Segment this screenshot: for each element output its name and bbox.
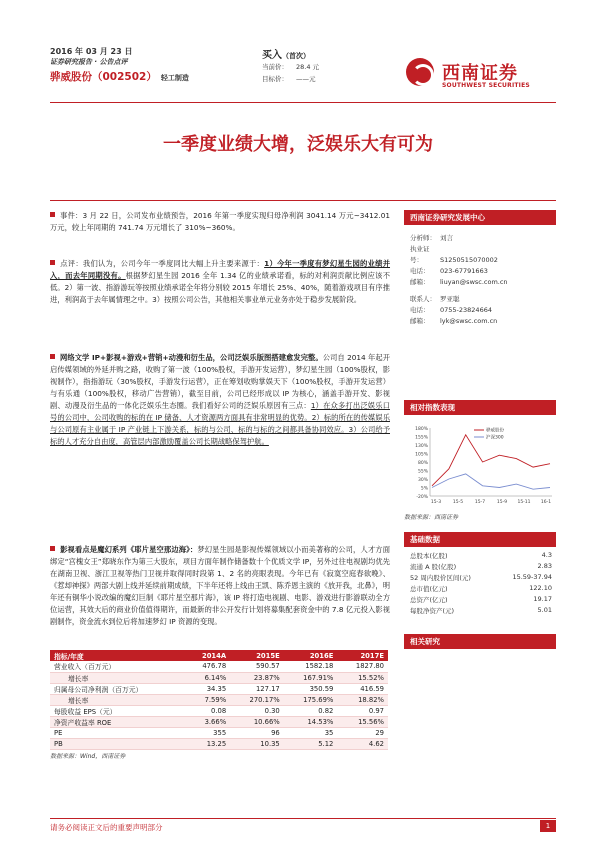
table-cell: 13.25 (185, 738, 230, 749)
table-cell: 0.30 (230, 705, 284, 716)
table-cell: 590.57 (230, 661, 284, 672)
y-tick-label: 130% (415, 444, 428, 449)
company-name (50, 69, 189, 84)
team-header: 西南证券研究发展中心 (404, 210, 556, 225)
table-cell: 15.56% (337, 716, 388, 727)
y-tick-label: 105% (415, 452, 428, 458)
table-source: 数据来源：Wind，西南证券 (50, 753, 126, 760)
basic-data-row (404, 595, 556, 605)
basic-data-label: 总资产(亿元) (410, 596, 448, 604)
title-divider (50, 200, 556, 201)
target-label: 目标价： (262, 75, 288, 83)
table-cell: 35 (284, 727, 338, 738)
contact-phone-value: 0755-23824664 (440, 306, 492, 314)
bullet-icon (50, 546, 55, 551)
table-cell: 18.82% (337, 694, 388, 705)
y-tick-label: 30% (417, 478, 428, 483)
series-line (432, 474, 550, 489)
table-row (50, 672, 388, 683)
bullet-icon (50, 212, 55, 217)
rating (262, 46, 310, 61)
report-date: 2016 年 03 月 23 日 (50, 47, 133, 56)
email-label: 邮箱： (410, 278, 430, 286)
price-value: 28.4 元 (296, 63, 320, 71)
target-price (262, 74, 316, 83)
logo-mark-icon (406, 58, 434, 86)
x-tick-label: 15-7 (474, 500, 486, 505)
table-cell: 7.59% (185, 694, 230, 705)
table-cell: 476.78 (185, 661, 230, 672)
y-tick-label: 80% (417, 461, 428, 466)
table-cell: 增长率 (50, 672, 185, 683)
table-cell: 4.62 (337, 738, 388, 749)
table-cell: 15.52% (337, 672, 388, 683)
page-number: 1 (540, 820, 556, 832)
basic-data-label: 流通 A 股(亿股) (410, 563, 457, 571)
email-link[interactable]: liuyan@swsc.com.cn (440, 278, 508, 286)
basic-data-row (404, 551, 556, 561)
table-header-row (50, 650, 388, 661)
table-cell: 净资产收益率 ROE (50, 716, 185, 727)
basic-data-value: 19.17 (533, 595, 552, 603)
analyst-row (410, 233, 508, 244)
table-cell: 10.66% (230, 716, 284, 727)
license-row (410, 244, 508, 266)
analyst-name: 刘言 (440, 234, 453, 242)
company-logo (406, 58, 556, 98)
table-cell: 1827.80 (337, 661, 388, 672)
comment-highlight: 1）今年一季度有梦幻星生园的业绩并入，而去年同期没有。 (50, 259, 391, 280)
footer-divider (50, 818, 556, 819)
logo-text-cn: 西南证券 (442, 63, 518, 84)
ip-heading: 网络文学 IP+影视+游戏+营销+动漫和衍生品，公司泛娱乐版图搭建愈发完整。 (60, 353, 323, 362)
basic-data-label: 52 周内股价区间(元) (410, 574, 471, 582)
contact-name: 罗亚聪 (440, 295, 460, 303)
table-row (50, 716, 388, 727)
contact-email-link[interactable]: lyk@swsc.com.cn (440, 317, 498, 325)
contact-phone-label: 电话： (410, 306, 430, 314)
y-tick-label: 155% (415, 435, 428, 441)
table-cell: 营业收入（百万元） (50, 661, 185, 672)
sector-label: 轻工制造 (160, 74, 189, 82)
table-cell: 270.17% (230, 694, 284, 705)
x-tick-label: 16-1 (540, 500, 552, 505)
basic-data-label: 总股本(亿股) (410, 552, 448, 560)
basic-data-header: 基础数据 (404, 532, 556, 547)
legend-label: 沪深300 (486, 435, 504, 441)
bullet-icon (50, 354, 55, 359)
basic-data-row (404, 606, 556, 616)
contact-email-row[interactable] (410, 316, 508, 327)
basic-data-value: 15.59-37.94 (512, 573, 552, 581)
basic-data-value: 5.01 (537, 606, 552, 614)
y-tick-label: 180% (415, 427, 428, 432)
table-header-cell: 2017E (337, 650, 388, 661)
table-cell: 0.08 (185, 705, 230, 716)
table-cell: 5.12 (284, 738, 338, 749)
table-cell: 10.35 (230, 738, 284, 749)
rating-note: （首次） (282, 52, 310, 60)
contact-label: 联系人： (410, 295, 436, 303)
x-tick-label: 15-5 (452, 500, 464, 505)
ip-reasons: 1）在众多打出泛娱乐口号的公司中，公司收购的标的在 IP 储备、人才资源两方面具有非常明显的优势。2）标的所在的传媒娱乐与公司原有主业属于 IP 产业链上下游关系，标的与公司、标的与标的之间都具备协同效应。3）公司给予标的人才充分自由度，高管层内部激励覆盖公司长期战略保驾护航。 (50, 401, 390, 446)
target-value: ——元 (296, 75, 316, 83)
y-tick-label: 5% (420, 486, 428, 492)
x-tick-label: 15-11 (517, 500, 531, 505)
table-cell: 3.66% (185, 716, 230, 727)
table-cell: 416.59 (337, 683, 388, 694)
contact-email-label: 邮箱： (410, 317, 430, 325)
film-paragraph (50, 544, 390, 628)
comment-text: 根据梦幻星生园 2016 全年 1.34 亿的业绩承诺看，标的对利润贡献比例应该不低。2）第一波、指游游玩等按照业绩承诺全年将分别较 2015 年增长 25%、40%，随着游戏项目有序推进，利润高于去年属情理之中。3）按照公司公告，其他相关事业单元业务亦处于稳步发展阶段。 (50, 271, 391, 304)
report-title: 一季度业绩大增，泛娱乐大有可为 (163, 134, 433, 155)
related-research-header: 相关研究 (404, 634, 556, 649)
y-tick-label: 55% (417, 469, 428, 475)
table-cell: 127.17 (230, 683, 284, 694)
table-header-cell: 2015E (230, 650, 284, 661)
license-label: 执业证号： (410, 245, 430, 264)
ip-paragraph (50, 352, 390, 448)
ip-text: 公司自 2014 年起开启传媒领域的外延并购之路，收购了第一波（100%股权，手游开发运营），梦幻星生园（100%股权，影视制作），指指游玩（30%股权，手游发行运营），正在筹划收购掌娱天下（100%股权，手游开发运营）与有乐通（100%股权，移动广告营销），截至目前，公司已经形成以 IP 为核心，涵盖手游开发、影视剧、动漫及衍生品的一体化泛娱乐生态圈。我们看好公司的泛娱乐原因有三点： (50, 353, 390, 410)
basic-data-value: 4.3 (541, 551, 552, 559)
analyst-label: 分析师： (410, 234, 436, 242)
footer-disclaimer: 请务必阅读正文后的重要声明部分 (50, 823, 163, 832)
basic-data-label: 总市值(亿元) (410, 585, 448, 593)
table-cell: 29 (337, 727, 388, 738)
table-row (50, 705, 388, 716)
event-text: 事件：3 月 22 日，公司发布业绩预告，2016 年第一季度实现归母净利润 3041.14 万元~3412.01 万元，较上年同期的 741.74 万元增长了 310%~360%。 (50, 211, 390, 232)
report-type: 证券研究报告 · 公告点评 (50, 58, 128, 66)
film-heading: 影视看点是魔幻系列《耶片星空那边海》： (60, 545, 198, 554)
chart-header: 相对指数表现 (404, 400, 556, 415)
table-cell: 每股收益 EPS（元） (50, 705, 185, 716)
x-tick-label: 15-9 (496, 500, 508, 505)
table-header-cell: 2016E (284, 650, 338, 661)
table-cell: 175.69% (284, 694, 338, 705)
contact-row (410, 294, 508, 305)
phone-row (410, 266, 508, 277)
table-row (50, 683, 388, 694)
table-cell: 355 (185, 727, 230, 738)
company-label: 骅威股份（002502） (50, 71, 157, 83)
legend-label: 骅威股份 (486, 428, 504, 434)
table-cell: 14.53% (284, 716, 338, 727)
table-row (50, 694, 388, 705)
analyst-info (410, 233, 508, 327)
basic-data-row (404, 584, 556, 594)
table-cell: 167.91% (284, 672, 338, 683)
financial-table (50, 650, 388, 750)
phone-label: 电话： (410, 267, 430, 275)
table-cell: 350.59 (284, 683, 338, 694)
phone-value: 023-67791663 (440, 267, 488, 275)
table-cell: 23.87% (230, 672, 284, 683)
table-cell: 6.14% (185, 672, 230, 683)
table-row (50, 738, 388, 749)
table-cell: 0.97 (337, 705, 388, 716)
film-text: 梦幻星生园是影视传媒领域以小而美著称的公司，人才方面绑定“宫槐女王”郑晓东作为第三大股东，项目方面年制作储备数十个优质文学 IP，另外过往电视剧均优先在湖南卫视、浙江卫视等热门卫视并取得同时段第 1、2 名的亮眼表现。今年已有《寂寞空庭春欲晚》、《惹却神探》两部大剧上线并延续前期成绩，下半年还将上线由王凯、陈乔恩主演的《放开我，北鼻》，明年还有铜华小说改编的魔幻巨制《耶片星空那片海》，该 IP 将打造电视剧、电影、游戏进行影游联动全方位运营，其效大后的商业价值值得期许，而最新的非公开发行计划将募集配套资金中的 7.8 亿元投入影视剧制作，资金流水到位后将加速梦幻 IP 资源的变现。 (50, 545, 390, 626)
header-divider (50, 102, 556, 103)
basic-data-row (404, 562, 556, 572)
license-value: S1250515070002 (440, 256, 498, 264)
comment-paragraph (50, 258, 390, 306)
table-cell: 34.35 (185, 683, 230, 694)
y-tick-label: -20% (416, 495, 428, 500)
x-tick-label: 15-3 (430, 500, 442, 505)
basic-data-label: 每股净资产(元) (410, 607, 455, 615)
table-cell: 0.82 (284, 705, 338, 716)
table-cell: 96 (230, 727, 284, 738)
table-cell: 增长率 (50, 694, 185, 705)
comment-lead: 点评：我们认为，公司今年一季度同比大幅上升主要来源于： (60, 259, 265, 268)
table-cell: 1582.18 (284, 661, 338, 672)
table-header-cell: 指标/年度 (50, 650, 185, 661)
relative-performance-chart (404, 420, 556, 510)
table-header-cell: 2014A (185, 650, 230, 661)
table-cell: PB (50, 738, 185, 749)
bullet-icon (50, 260, 55, 265)
contact-phone-row (410, 305, 508, 316)
rating-value: 买入 (262, 50, 282, 61)
basic-data-row (404, 573, 556, 583)
price-label: 当前价： (262, 63, 288, 71)
table-cell: PE (50, 727, 185, 738)
event-paragraph (50, 210, 390, 234)
table-cell: 归属母公司净利润（百万元） (50, 683, 185, 694)
table-row (50, 661, 388, 672)
series-line (432, 435, 550, 486)
chart-source: 数据来源：西南证券 (404, 514, 459, 521)
basic-data-value: 122.10 (529, 584, 552, 592)
current-price (262, 62, 319, 71)
basic-data-value: 2.83 (537, 562, 552, 570)
table-row (50, 727, 388, 738)
logo-text-en: SOUTHWEST SECURITIES (442, 82, 530, 89)
email-row[interactable] (410, 277, 508, 288)
